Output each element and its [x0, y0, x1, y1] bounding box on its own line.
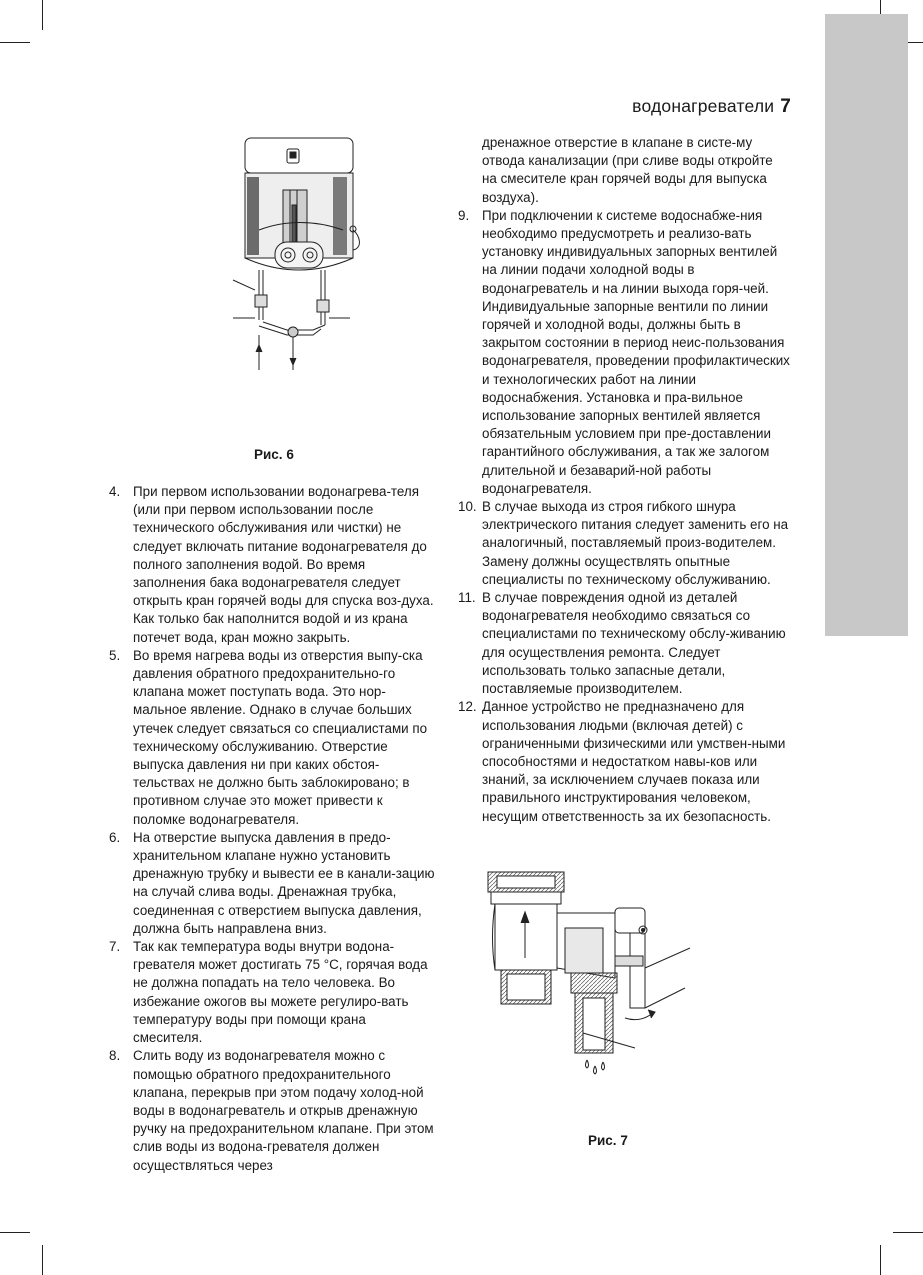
figure-6-caption: Рис. 6 — [254, 447, 294, 462]
item-text: В случае выхода из строя гибкого шнура электрического питания следует заменить его на аналогичный, поставляемый произ-водителем. Замену должны осуществлять опытные специалисты по техническому обслуживанию. — [482, 499, 789, 587]
item-text: На отверстие выпуска давления в предо-хранительном клапане нужно установить дренажную трубку и вывести ее в канали-зацию на случай слива воды. Дренажная трубка, соединенная с отверстием выпуска давления, должна быть направлена вниз. — [133, 829, 435, 936]
figure-7-safety-valve-diagram — [485, 868, 700, 1083]
figure-7-caption: Рис. 7 — [588, 1133, 628, 1148]
page-header — [632, 96, 791, 118]
crop-mark — [0, 1232, 30, 1233]
item-number: 9. — [458, 207, 470, 223]
list-item — [109, 647, 438, 829]
crop-mark — [0, 42, 30, 43]
list-item — [109, 938, 438, 1047]
header-title: водонагреватели — [632, 96, 775, 116]
item-text: Данное устройство не предназначено для использования людьми (включая детей) с ограниченными физическими или умствен-ными способностями и недостатком навы-ков или знаний, за исключением случаев показа или правильного инструктирования человеком, несущим ответственность за их безопасность. — [482, 699, 786, 824]
crop-mark — [42, 0, 43, 30]
item-text: Так как температура воды внутри водона-гревателя может достигать 75 °С, горячая вода не должна попадать на тело человека. Во избежание ожогов вы можете регулиро-вать температуру воды при помощи крана смесителя. — [133, 939, 428, 1046]
list-item — [458, 498, 791, 589]
figure-6-water-heater-diagram — [225, 130, 365, 375]
item-number: 12. — [458, 699, 477, 715]
crop-mark — [893, 1232, 923, 1233]
item-number: 11. — [458, 590, 476, 606]
item-text: Во время нагрева воды из отверстия выпу-ска давления обратного предохранительно-го клапана может поступать вода. Это нор-мальное явление. Однако в случае больших утечек следует связаться со специалистами по техническому обслуживанию. Отверстие выпуска давления ни при каких обстоя-тельствах не должно быть заблокировано; в противном случае это может привести к поломке водонагревателя. — [133, 647, 428, 827]
list-item — [109, 1047, 438, 1174]
item-number: 7. — [109, 939, 121, 955]
list-item — [109, 483, 438, 647]
crop-mark — [42, 1245, 43, 1275]
right-text-column — [458, 134, 791, 826]
item-number: 5. — [109, 647, 121, 663]
item-number: 4. — [109, 484, 121, 499]
item-text: При первом использовании водонагрева-теля (или при первом использовании после технического обслуживания или чистки) не следует включать питание водонагревателя до полного заполнения водой. Во время заполнения бака водонагревателя следует открыть кран горячей воды для спуска воз-духа. Как только бак наполнится водой и из крана потечет вода, кран можно закрыть. — [133, 484, 434, 645]
list-item — [458, 589, 791, 698]
page-number: 7 — [780, 96, 791, 117]
item-text: В случае повреждения одной из деталей водонагревателя необходимо связаться со специалистами по техническому обслу-живанию для осуществления ремонта. Следует использовать только запасные детали, поставляемые производителем. — [482, 590, 786, 697]
list-item — [458, 207, 791, 498]
continued-text: дренажное отверстие в клапане в систе-му отвода канализации (при сливе воды откройте на смесителе кран горячей воды для выпуска воздуха). — [482, 135, 773, 205]
item-number: 6. — [109, 829, 121, 845]
item-text: Слить воду из водонагревателя можно с помощью обратного предохранительного клапана, перекрыв при этом подачу холод-ной воды в водонагреватель и открыв дренажную ручку на предохранительном клапане. При этом слив воды из водона-гревателя должен осуществляться через — [133, 1048, 434, 1173]
item-number: 8. — [109, 1048, 121, 1064]
left-text-column — [109, 483, 438, 1175]
item-number: 10. — [458, 499, 477, 515]
section-tab — [825, 14, 908, 636]
list-item — [458, 698, 791, 825]
crop-mark — [880, 1245, 881, 1275]
item-text: При подключении к системе водоснабже-ния необходимо предусмотреть и реализо-вать установку индивидуальных запорных вентилей на линии подачи холодной воды в водонагреватель и на линии выхода горя-чей. Индивидуальные запорные вентили по линии горячей и холодной воды, должны быть в закрытом состоянии в период неис-пользования водонагревателя, проведении профилактических и технологических работ на линии водоснабжения. Установка и пра-вильное использование запорных вентилей является обязательным условием при пре-доставлении гарантийного обслуживания, а так же залогом длительной и безаварий-ной работы водонагревателя. — [482, 207, 790, 496]
list-item — [109, 829, 438, 938]
